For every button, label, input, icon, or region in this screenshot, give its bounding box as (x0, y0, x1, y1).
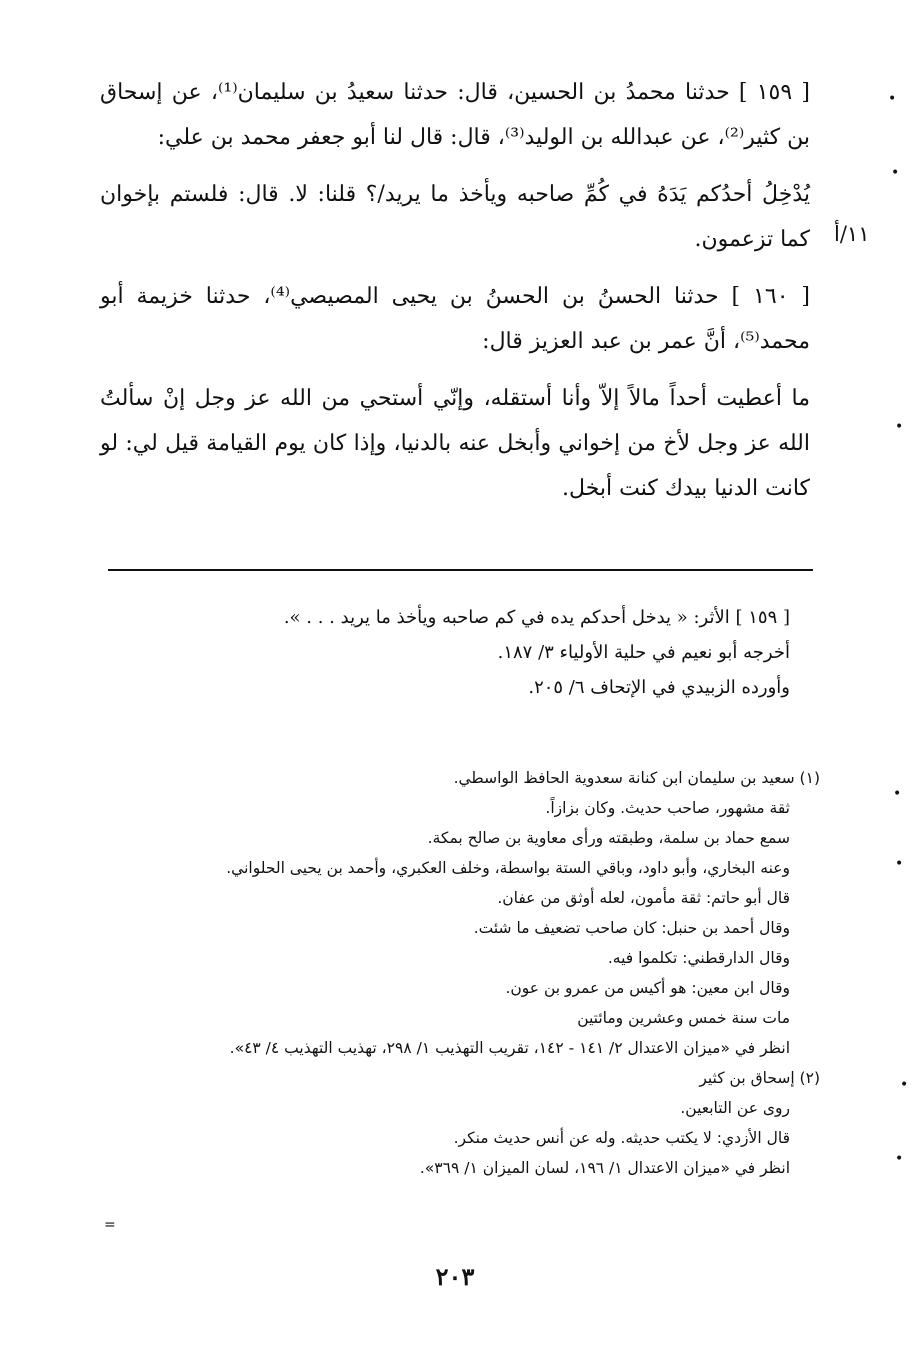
takhrij-section (150, 600, 790, 705)
footnotes (130, 763, 820, 1183)
footnote-2-heading: (٢) إسحاق بن كثير (699, 1069, 820, 1087)
footnote-line: قال الأزدي: لا يكتب حديثه. وله عن أنس حديث منكر. (453, 1129, 790, 1147)
takhrij-line: وأورده الزبيدي في الإتحاف ٦/ ٢٠٥. (528, 677, 790, 698)
takhrij-line: أخرجه أبو نعيم في حلية الأولياء ٣/ ١٨٧. (497, 642, 790, 663)
hadith-160-text: ما أعطيت أحداً مالاً إلاّ وأنا أستقله، وإنّي أستحي من الله عز وجل إنْ سألتُ الله عز وجل لأخ من إخواني وأبخل عنه بالدنيا، وإذا كان يوم القيامة قيل لي: لو كانت الدنيا بيدك كنت أبخل. (100, 386, 810, 501)
footnote-line: وقال ابن معين: هو أكيس من عمرو بن عون. (505, 979, 790, 997)
footnote-separator (108, 569, 813, 571)
footnote-line: مات سنة خمس وعشرين ومائتين (577, 1009, 790, 1027)
footnote-line: قال أبو حاتم: ثقة مأمون، لعله أوثق من عفان. (497, 889, 790, 907)
hadith-159-text: يُدْخِلُ أحدُكم يَدَهُ في كُمِّ صاحبه ويأخذ ما يريد/؟ قلنا: لا. قال: فلستم بإخوان كما تزعمون. (100, 182, 810, 252)
footnote-line: سمع حماد بن سلمة، وطبقته ورأى معاوية بن صالح بمكة. (427, 829, 790, 847)
margin-equals-mark: = (104, 1217, 116, 1233)
footnote-line: وقال أحمد بن حنبل: كان صاحب تضعيف ما شئت. (473, 919, 790, 937)
margin-dot-mark: • (895, 856, 904, 872)
footnote-line: روى عن التابعين. (680, 1099, 790, 1117)
footnote-line: وقال الدارقطني: تكلموا فيه. (607, 949, 790, 967)
margin-dot-mark: • (893, 786, 902, 802)
main-text (100, 70, 810, 523)
footnote-line: انظر في «ميزان الاعتدال ١/ ١٩٦، لسان الميزان ١/ ٣٦٩». (419, 1159, 790, 1177)
margin-dot-mark: • (895, 419, 904, 435)
manuscript-folio-reference: ١١/أ (834, 222, 870, 246)
margin-dot-mark: • (900, 1077, 909, 1093)
hadith-160: [ ١٦٠ ] حدثنا الحسنُ بن الحسنُ بن يحيى المصيصي⁽⁴⁾، حدثنا خزيمة أبو محمد⁽⁵⁾، أنَّ عمر بن عبد العزيز قال: (100, 284, 811, 354)
margin-dot-mark: • (891, 165, 900, 181)
footnote-1-heading: (١) سعيد بن سليمان ابن كنانة سعدوية الحافظ الواسطي. (453, 769, 820, 787)
hadith-159: [ ١٥٩ ] حدثنا محمدُ بن الحسين، قال: حدثنا سعيدُ بن سليمان⁽¹⁾، عن إسحاق بن كثير⁽²⁾، عن عبدالله بن الوليد⁽³⁾، قال: قال لنا أبو جعفر محمد بن علي: (100, 80, 811, 150)
takhrij-line: [ ١٥٩ ] الأثر: « يدخل أحدكم يده في كم صاحبه ويأخذ ما يريد . . . ». (283, 607, 790, 628)
margin-dot-mark: • (895, 1151, 904, 1167)
page-number: ٢٠٣ (435, 1262, 475, 1291)
footnote-line: وعنه البخاري، وأبو داود، وباقي الستة بواسطة، وخلف العكبري، وأحمد بن يحيى الحلواني. (226, 859, 790, 877)
footnote-line: انظر في «ميزان الاعتدال ٢/ ١٤١ - ١٤٢، تقريب التهذيب ١/ ٢٩٨، تهذيب التهذيب ٤/ ٤٣». (229, 1039, 790, 1057)
margin-dot-mark: • (888, 91, 897, 107)
footnote-line: ثقة مشهور، صاحب حديث. وكان بزازاً. (545, 799, 790, 817)
